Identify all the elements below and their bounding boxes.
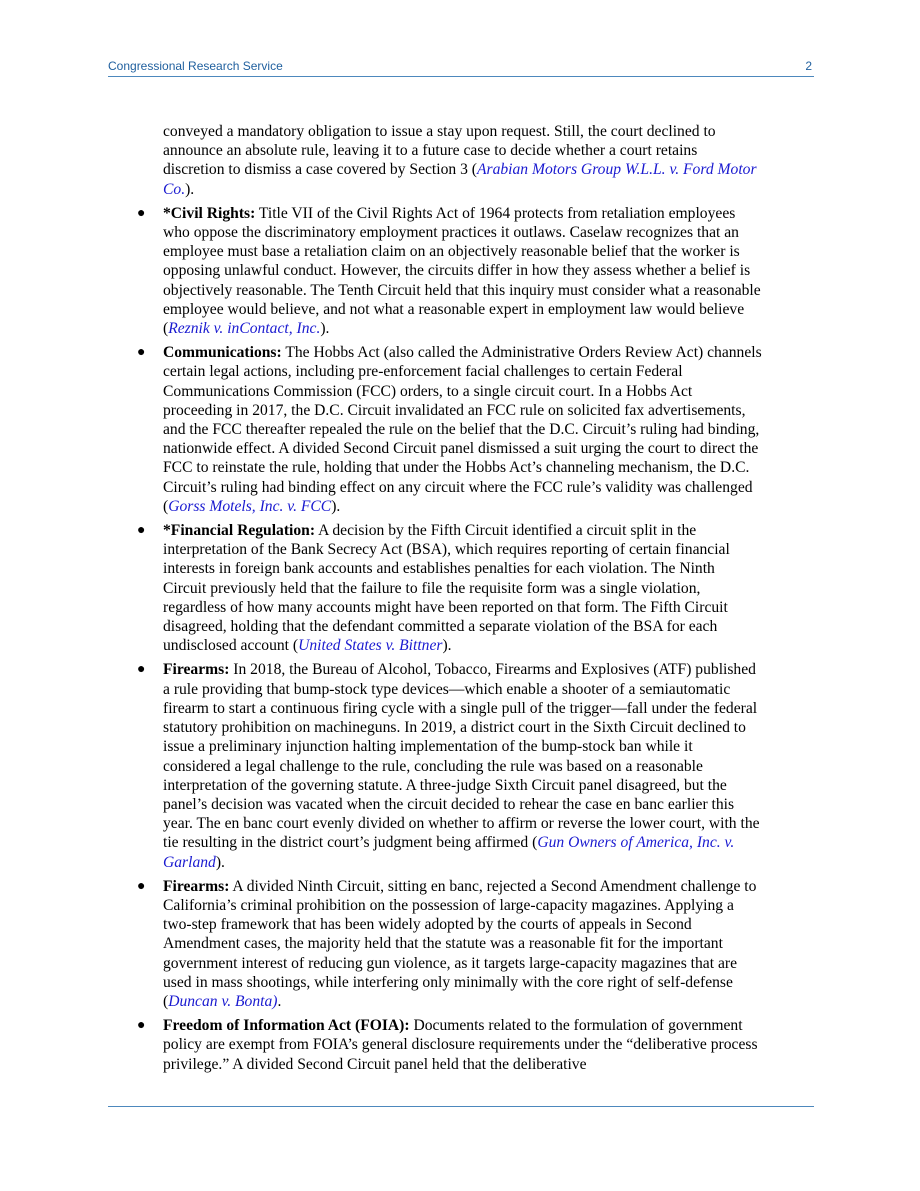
list-item: ● *Financial Regulation: A decision by the Fifth Circuit identified a circuit split in the interpretation of the Bank Secrecy Act (BSA), which requires reporting of certain financial interests in foreign bank accounts and establishes penalties for each violation. The Ninth Circuit previously held that the failure to file the requisite form was a single violation, regardless of how many accounts might have been reported on that form. The Fifth Circuit disagreed, holding that the defendant committed a separate violation of the BSA for each undisclosed account (United States v. Bittner). [137,522,730,655]
case-link-duncan[interactable]: Duncan v. Bonta) [168,992,278,1010]
topic-label: Freedom of Information Act (FOIA): [163,1017,410,1035]
bullet-icon: ● [137,205,146,221]
case-link-gorss-motels[interactable]: Gorss Motels, Inc. v. FCC [168,497,332,515]
bullet-icon: ● [137,878,146,894]
case-link-bittner[interactable]: United States v. Bittner [298,637,443,655]
topic-label: *Civil Rights: [163,204,256,222]
page-header [108,57,814,75]
header-org-name: Congressional Research Service [108,59,283,73]
bullet-icon: ● [137,345,146,361]
page-number: 2 [805,59,812,73]
list-item: ● Freedom of Information Act (FOIA): Documents related to the formulation of government policy are exempt from FOIA’s general disclosure requirements under the “deliberative process privilege.” A divided Second Circuit panel held that the deliberative [137,1017,758,1073]
list-item: ● Firearms: In 2018, the Bureau of Alcohol, Tobacco, Firearms and Explosives (ATF) published a rule providing that bump-stock type devices—which enable a shooter of a semiautomatic firearm to start a continuous firing cycle with a single pull of the trigger—fall under the federal statutory prohibition on machineguns. In 2019, a district court in the Sixth Circuit declined to issue a preliminary injunction halting implementation of the bump-stock ban while it considered a legal challenge to the rule, concluding the rule was based on a reasonable interpretation of the governing statute. A three-judge Sixth Circuit panel disagreed, but the panel’s decision was vacated when the circuit decided to rehear the case en banc earlier this year. The en banc court evenly divided on whether to affirm or reverse the lower court, with the tie resulting in the district court’s judgment being affirmed (Gun Owners of America, Inc. v. Garland). [137,661,760,871]
case-link-reznik[interactable]: Reznik v. inContact, Inc. [168,320,321,338]
topic-label: Firearms: [163,661,230,679]
footer-rule [108,1106,814,1107]
bullet-icon: ● [137,662,146,678]
list-item: ● Firearms: A divided Ninth Circuit, sitting en banc, rejected a Second Amendment challenge to California’s criminal prohibition on the possession of large-capacity magazines. Applying a two-step framework that has been widely adopted by the courts of appeals in Second Amendment cases, the majority held that the statute was a reasonable fit for the important government interest of reducing gun violence, as it targets large-capacity magazines that are used in mass shootings, while interfering only minimally with the core right of self-defense (Duncan v. Bonta). [137,877,757,1010]
topic-label: *Financial Regulation: [163,522,316,540]
case-link-gun-owners[interactable]: Gun Owners of America, Inc. v. Garland [163,834,735,871]
document-body [137,122,762,1079]
bullet-icon: ● [137,523,146,539]
continued-paragraph: conveyed a mandatory obligation to issue a stay upon request. Still, the court declined to announce an absolute rule, leaving it to a future case to decide whether a court retains discretion to dismiss a case covered by Section 3 (Arabian Motors Group W.L.L. v. Ford Motor Co.). [163,123,757,198]
list-item: ● Communications: The Hobbs Act (also called the Administrative Orders Review Act) channels certain legal actions, including pre-enforcement facial challenges to certain Federal Communications Commission (FCC) orders, to a single circuit court. In a Hobbs Act proceeding in 2017, the D.C. Circuit invalidated an FCC rule on solicited fax advertisements, and the FCC thereafter repealed the rule on the belief that the D.C. Circuit’s ruling had binding, nationwide effect. A divided Second Circuit panel dismissed a suit urging the court to direct the FCC to reinstate the rule, holding that under the Hobbs Act’s channeling mechanism, the D.C. Circuit’s ruling had binding effect on any circuit where the FCC rule’s validity was challenged (Gorss Motels, Inc. v. FCC). [137,344,762,515]
list-item: ● *Civil Rights: Title VII of the Civil Rights Act of 1964 protects from retaliation employees who oppose the discriminatory employment practices it outlaws. Caselaw recognizes that an employee must base a retaliation claim on an objectively reasonable belief that the worker is opposing unlawful conduct. However, the circuits differ in how they assess whether a belief is objectively reasonable. The Tenth Circuit held that this inquiry must consider what a reasonable employee would believe, and not what a reasonable expert in employment law would believe (Reznik v. inContact, Inc.). [137,204,761,338]
bullet-icon: ● [137,1018,146,1034]
topic-label: Firearms: [163,877,230,895]
topic-label: Communications: [163,344,282,362]
header-rule [108,76,814,77]
case-link-arabian-motors[interactable]: Arabian Motors Group W.L.L. v. Ford Motor Co. [163,161,757,198]
case-list [137,204,762,1074]
